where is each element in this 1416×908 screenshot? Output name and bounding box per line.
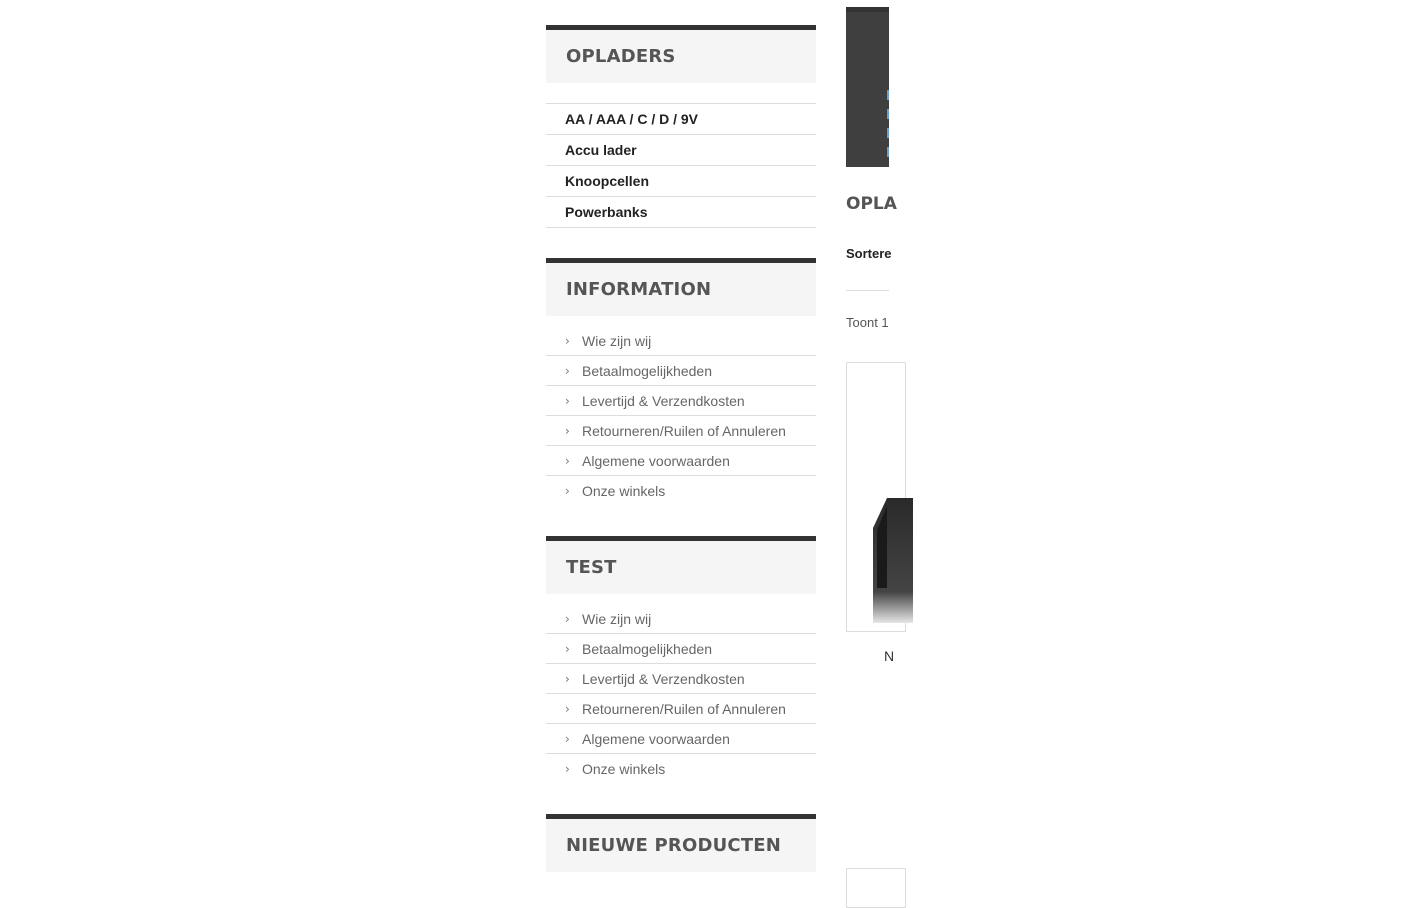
test-list bbox=[546, 604, 816, 784]
chevron-right-icon: › bbox=[565, 484, 570, 498]
test-block bbox=[546, 536, 816, 784]
info-link-onze-winkels[interactable] bbox=[546, 476, 816, 506]
sort-label: Sortere bbox=[846, 246, 892, 261]
test-link-levertijd[interactable] bbox=[546, 664, 816, 694]
test-link-label: Algemene voorwaarden bbox=[582, 730, 730, 747]
test-link-algemene-voorwaarden[interactable] bbox=[546, 724, 816, 754]
info-link-label: Levertijd & Verzendkosten bbox=[582, 392, 745, 409]
test-link-label: Betaalmogelijkheden bbox=[582, 640, 712, 657]
test-link-label: Onze winkels bbox=[582, 761, 666, 777]
category-accu-lader[interactable]: Accu lader bbox=[546, 135, 816, 166]
category-list bbox=[546, 103, 816, 228]
information-block bbox=[546, 258, 816, 506]
category-knoopcellen[interactable]: Knoopcellen bbox=[546, 166, 816, 197]
categories-title: OPLADERS bbox=[546, 25, 816, 83]
test-link-betaalmogelijkheden[interactable] bbox=[546, 634, 816, 664]
info-link-wie-zijn-wij[interactable] bbox=[546, 326, 816, 356]
divider bbox=[846, 290, 889, 291]
test-link-label: Wie zijn wij bbox=[582, 610, 652, 627]
test-link-label: Retourneren/Ruilen of Annuleren bbox=[582, 700, 786, 717]
test-link-label: Levertijd & Verzendkosten bbox=[582, 670, 745, 687]
info-link-label: Onze winkels bbox=[582, 483, 666, 499]
info-link-levertijd[interactable] bbox=[546, 386, 816, 416]
chevron-right-icon: › bbox=[565, 393, 570, 408]
product-count: Toont 1 bbox=[846, 315, 889, 330]
chevron-right-icon: › bbox=[565, 701, 570, 716]
info-link-algemene-voorwaarden[interactable] bbox=[546, 446, 816, 476]
test-link-onze-winkels[interactable] bbox=[546, 754, 816, 784]
category-powerbanks[interactable]: Powerbanks bbox=[546, 197, 816, 228]
info-link-label: Retourneren/Ruilen of Annuleren bbox=[582, 422, 786, 439]
category-aa-aaa-c-d-9v[interactable]: AA / AAA / C / D / 9V bbox=[546, 104, 816, 135]
chevron-right-icon: › bbox=[565, 671, 570, 686]
chevron-right-icon: › bbox=[565, 611, 570, 626]
chevron-right-icon: › bbox=[565, 731, 570, 746]
chevron-right-icon: › bbox=[565, 333, 570, 348]
info-link-label: Betaalmogelijkheden bbox=[582, 362, 712, 379]
left-sidebar bbox=[546, 25, 816, 902]
new-products-title: NIEUWE PRODUCTEN bbox=[546, 814, 816, 872]
info-link-betaalmogelijkheden[interactable] bbox=[546, 356, 816, 386]
test-link-retourneren[interactable] bbox=[546, 694, 816, 724]
category-banner bbox=[846, 7, 889, 167]
categories-block bbox=[546, 25, 816, 228]
main-content bbox=[846, 0, 897, 893]
chevron-right-icon: › bbox=[565, 762, 570, 776]
information-list bbox=[546, 326, 816, 506]
info-link-retourneren[interactable] bbox=[546, 416, 816, 446]
info-link-label: Wie zijn wij bbox=[582, 332, 652, 349]
chevron-right-icon: › bbox=[565, 423, 570, 438]
info-link-label: Algemene voorwaarden bbox=[582, 452, 730, 469]
page-title: OPLA bbox=[846, 194, 897, 214]
product-image[interactable] bbox=[873, 498, 913, 623]
product-card[interactable] bbox=[846, 362, 906, 632]
test-link-wie-zijn-wij[interactable] bbox=[546, 604, 816, 634]
chevron-right-icon: › bbox=[565, 453, 570, 468]
product-card[interactable] bbox=[846, 868, 906, 908]
chevron-right-icon: › bbox=[565, 363, 570, 378]
information-title: INFORMATION bbox=[546, 258, 816, 316]
test-title: TEST bbox=[546, 536, 816, 594]
new-products-block bbox=[546, 814, 816, 872]
chevron-right-icon: › bbox=[565, 641, 570, 656]
product-name[interactable]: N bbox=[884, 648, 895, 664]
